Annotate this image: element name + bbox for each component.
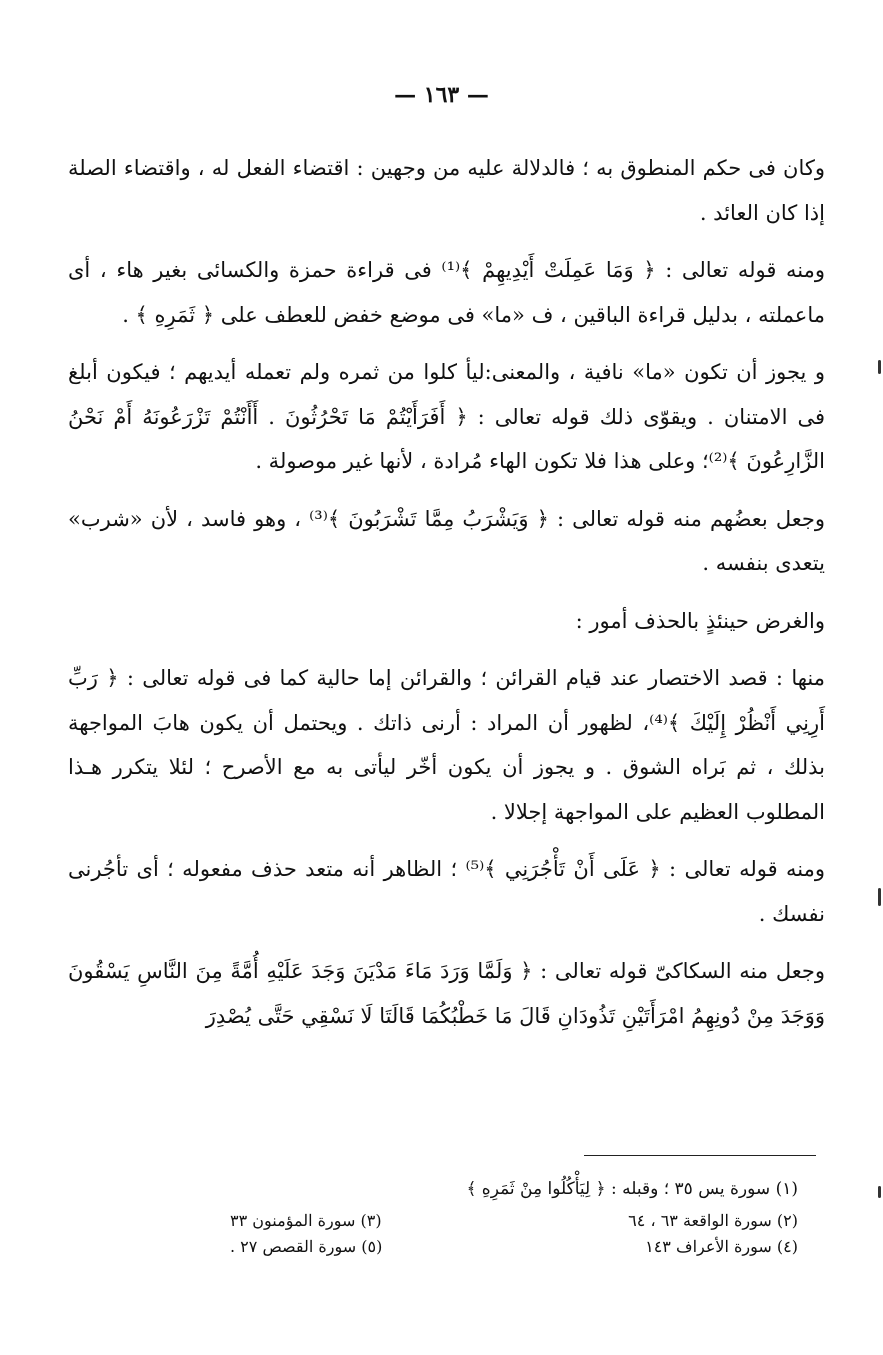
footnote-4: (٤) سورة الأعراف ١٤٣	[645, 1237, 798, 1256]
paragraph-4: وجعل بعضُهم منه قوله تعالى : ﴿ وَيَشْرَبُ مِمَّا تَشْرَبُونَ ﴾⁽³⁾ ، وهو فاسد ، لأن «شرب» يتعدى بنفسه .	[68, 506, 826, 575]
footnotes	[230, 1176, 798, 1260]
paragraph-5: والغرض حينئذٍ بالحذف أمور :	[575, 608, 825, 633]
paragraph-2: ومنه قوله تعالى : ﴿ وَمَا عَمِلَتْ أَيْدِيهِمْ ﴾⁽¹⁾ فى قراءة حمزة والكسائى بغير هاء ، أى ماعملته ، بدليل قراءة الباقين ، ف «ما» فى موضع خفض للعطف على ﴿ ثَمَرِهِ ﴾ .	[68, 258, 825, 327]
paragraph-7: ومنه قوله تعالى : ﴿ عَلَى أَنْ تَأْجُرَنِي ﴾⁽⁵⁾ ؛ الظاهر أنه متعد حذف مفعوله ؛ أى تأجُرنى نفسك .	[68, 857, 826, 926]
paragraph-1: وكان فى حكم المنطوق به ؛ فالدلالة عليه من وجهين : اقتضاء الفعل له ، واقتضاء الصلة إذا كان العائد .	[68, 156, 825, 225]
paragraph-6: منها : قصد الاختصار عند قيام القرائن ؛ والقرائن إما حالية كما فى قوله تعالى : ﴿ رَبِّ أَرِنِي أَنْظُرْ إِلَيْكَ ﴾⁽⁴⁾، لظهور أن المراد : أرنى ذاتك . ويحتمل أن يكون هابَ المواجهة بذلك ، ثم بَراه الشوق . و يجوز أن يكون أخّر ليأتى به مع الأصرح ؛ لئلا يتكرر هـذا المطلوب العظيم على المواجهة إجلالا .	[68, 666, 825, 824]
scan-edge-mark-middle	[878, 888, 881, 906]
footnote-row-2	[230, 1208, 798, 1234]
footnote-5: (٥) سورة القصص ٢٧ .	[230, 1237, 383, 1256]
footnote-2: (٢) سورة الواقعة ٦٣ ، ٦٤	[628, 1211, 798, 1230]
footnote-row-3	[230, 1234, 798, 1260]
footnote-1: (١) سورة يس ٣٥ ؛ وقبله : ﴿ لِيَأْكُلُوا مِنْ ثَمَرِهِ ﴾	[466, 1179, 798, 1199]
scan-edge-mark-bottom	[878, 1186, 881, 1198]
paragraph-8: وجعل منه السكاكىّ قوله تعالى : ﴿ وَلَمَّا وَرَدَ مَاءَ مَدْيَنَ وَجَدَ عَلَيْهِ أُمَّةً مِنَ النَّاسِ يَسْقُونَ وَوَجَدَ مِنْ دُونِهِمُ امْرَأَتَيْنِ تَذُودَانِ قَالَ مَا خَطْبُكُمَا قَالَتَا لَا نَسْقِي حَتَّى يُصْدِرَ	[68, 959, 825, 1028]
main-text	[68, 146, 825, 1051]
page-number: — ١٦٣ —	[394, 82, 489, 108]
footnote-row-1	[230, 1176, 798, 1202]
paragraph-3: و يجوز أن تكون «ما» نافية ، والمعنى:ليأ كلوا من ثمره ولم تعمله أيديهم ؛ فيكون أبلغ فى الامتنان . ويقوّى ذلك قوله تعالى : ﴿ أَفَرَأَيْتُمْ مَا تَحْرُثُونَ . أَأَنْتُمْ تَزْرَعُونَهُ أَمْ نَحْنُ الزَّارِعُونَ ﴾⁽²⁾؛ وعلى هذا فلا تكون الهاء مُرادة ، لأنها غير موصولة .	[68, 360, 825, 473]
footnote-divider	[584, 1155, 816, 1156]
footnote-3: (٣) سورة المؤمنون ٣٣	[230, 1211, 382, 1230]
scan-edge-mark-top	[878, 360, 881, 374]
